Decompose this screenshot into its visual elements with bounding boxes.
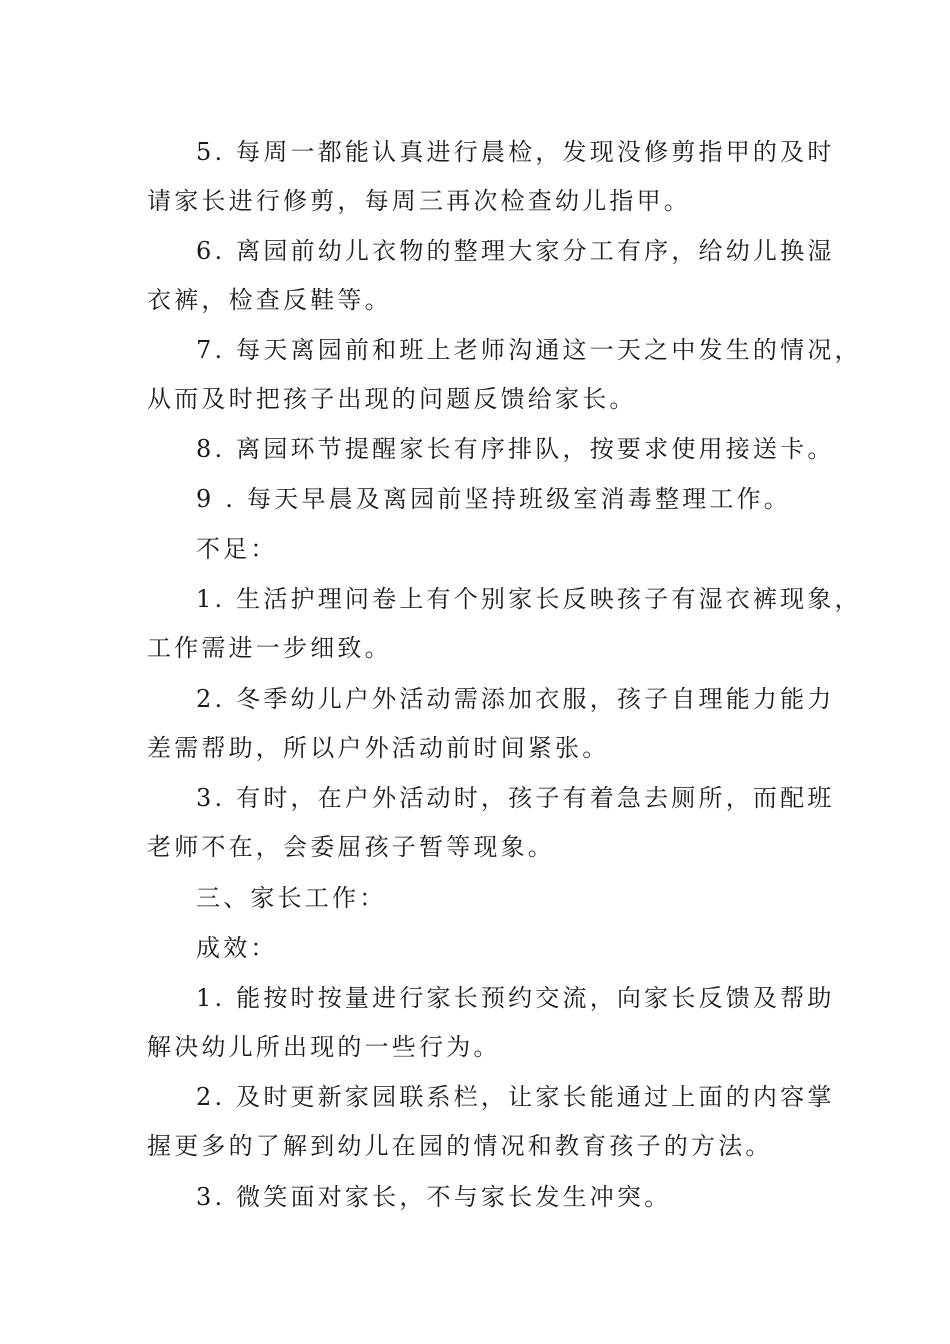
result-1-line-2: 解决幼儿所出现的一些行为。 (147, 1033, 501, 1061)
shortcomings-heading: 不足： (196, 535, 278, 563)
shortcoming-3-line-1: 3. 有时，在户外活动时，孩子有着急去厕所，而配班 (196, 784, 835, 812)
result-3-line-1: 3. 微笑面对家长，不与家长发生冲突。 (196, 1183, 672, 1211)
paragraph-9-line-1: 9 . 每天早晨及离园前坚持班级室消毒整理工作。 (196, 485, 791, 513)
paragraph-5-line-2: 请家长进行修剪，每周三再次检查幼儿指甲。 (147, 187, 691, 215)
shortcoming-1-line-1: 1. 生活护理问卷上有个别家长反映孩子有湿衣裤现象， (196, 585, 862, 613)
shortcoming-2-line-2: 差需帮助，所以户外活动前时间紧张。 (147, 734, 610, 762)
paragraph-5-line-1: 5. 每周一都能认真进行晨检，发现没修剪指甲的及时 (196, 138, 835, 166)
result-2-line-2: 握更多的了解到幼儿在园的情况和教育孩子的方法。 (147, 1132, 773, 1160)
result-2-line-1: 2. 及时更新家园联系栏，让家长能通过上面的内容掌 (196, 1083, 835, 1111)
result-1-line-1: 1. 能按时按量进行家长预约交流，向家长反馈及帮助 (196, 984, 835, 1012)
shortcoming-3-line-2: 老师不在，会委屈孩子暂等现象。 (147, 833, 555, 861)
paragraph-6-line-1: 6. 离园前幼儿衣物的整理大家分工有序，给幼儿换湿 (196, 237, 835, 265)
shortcoming-2-line-1: 2. 冬季幼儿户外活动需添加衣服，孩子自理能力能力 (196, 685, 835, 713)
paragraph-6-line-2: 衣裤，检查反鞋等。 (147, 286, 392, 314)
paragraph-7-line-2: 从而及时把孩子出现的问题反馈给家长。 (147, 385, 637, 413)
shortcoming-1-line-2: 工作需进一步细致。 (147, 634, 392, 662)
paragraph-7-line-1: 7. 每天离园前和班上老师沟通这一天之中发生的情况， (196, 336, 862, 364)
results-heading: 成效： (196, 934, 278, 962)
section-3-heading: 三、家长工作： (196, 884, 387, 912)
paragraph-8-line-1: 8. 离园环节提醒家长有序排队，按要求使用接送卡。 (196, 435, 835, 463)
